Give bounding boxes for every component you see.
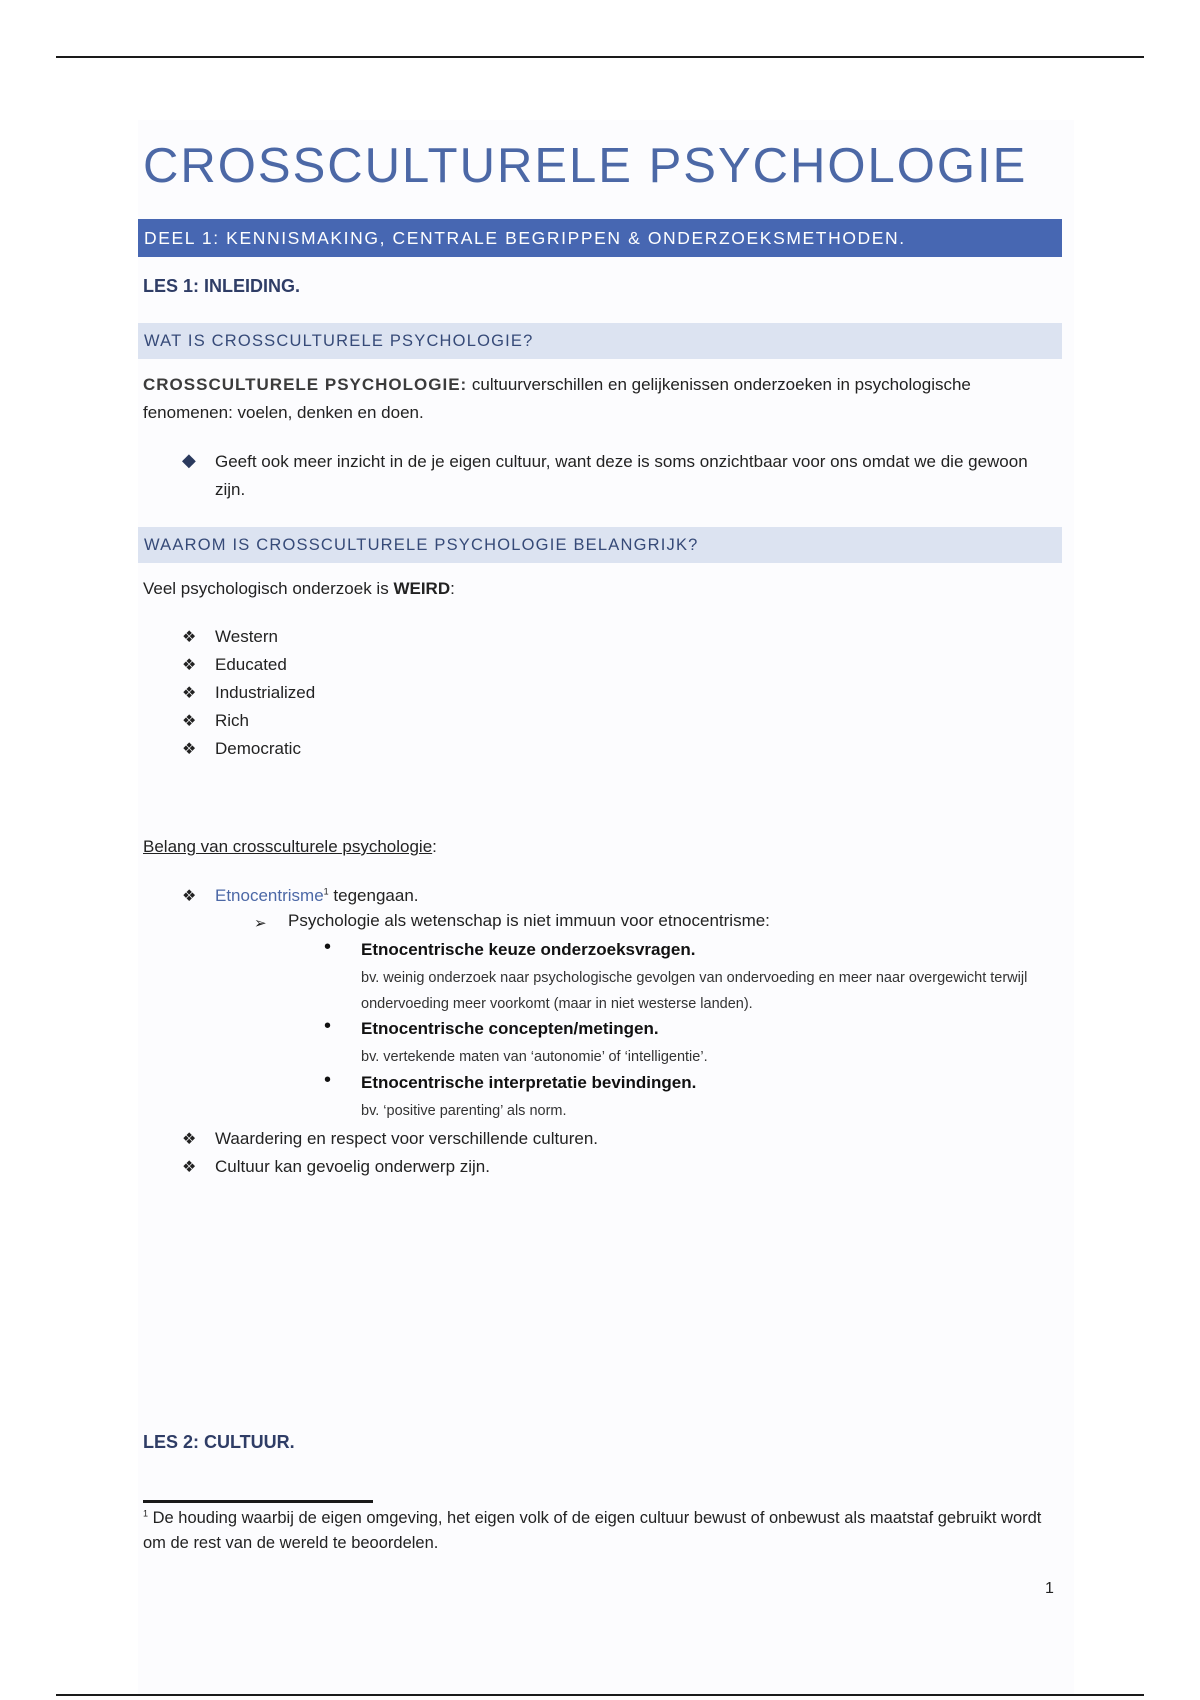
star-bullet-icon: ❖: [182, 888, 197, 905]
etno-item-example: bv. weinig onderzoek naar psychologische gevolgen van ondervoeding en meer naar overgewicht terwijl ondervoeding meer voorkomt (maar in niet westerse landen).: [361, 970, 1028, 1012]
weird-item: Industrialized: [215, 683, 316, 702]
etno-item-title: Etnocentrische concepten/metingen.: [361, 1019, 659, 1038]
weird-item: Democratic: [215, 739, 301, 758]
etno-item-title-text: Etnocentrische concepten/metingen: [361, 1019, 654, 1038]
lesson-1-heading: LES 1: INLEIDING.: [143, 276, 301, 296]
star-bullet-icon: ❖: [182, 741, 197, 758]
etno-item-title-text: Etnocentrische interpretatie bevindingen: [361, 1073, 692, 1092]
definition-term: CROSSCULTURELE PSYCHOLOGIE:: [143, 375, 468, 394]
etno-item-title-text: Etnocentrische keuze onderzoeksvragen: [361, 940, 691, 959]
star-bullet-icon: ❖: [182, 685, 197, 702]
section-1-heading: WAT IS CROSSCULTURELE PSYCHOLOGIE?: [138, 323, 1062, 359]
top-rule: [56, 56, 1144, 58]
importance-item: Waardering en respect voor verschillende culturen.: [215, 1129, 599, 1148]
document-title: CROSSCULTURELE PSYCHOLOGIE: [143, 139, 1028, 193]
weird-acronym: WEIRD: [393, 579, 451, 598]
etno-item-example: bv. ‘positive parenting’ als norm.: [361, 1103, 567, 1119]
etnocentrisme-text: tegengaan.: [328, 886, 419, 905]
lesson-2-heading: LES 2: CULTUUR.: [143, 1432, 295, 1452]
definition-text: cultuurverschillen en gelijkenissen onderzoeken in psychologische fenomenen: voelen, denken en doen.: [143, 375, 971, 422]
footnote-mark: 1: [143, 1508, 149, 1519]
etnocentrisme-link[interactable]: Etnocentrisme: [215, 886, 324, 905]
dot-bullet-icon: •: [324, 936, 332, 958]
footnote-text: De houding waarbij de eigen omgeving, het eigen volk of de eigen cultuur bewust of onbewust als maatstaf gebruikt wordt om de rest van de wereld te beoordelen.: [143, 1509, 1042, 1552]
weird-intro: [143, 575, 1043, 603]
page-number: 1: [1045, 1580, 1054, 1597]
bottom-rule: [56, 1694, 1144, 1696]
star-bullet-icon: ❖: [182, 629, 197, 646]
dot-bullet-icon: •: [324, 1069, 332, 1091]
footnote-separator: [143, 1500, 373, 1503]
dot-bullet-icon: •: [324, 1015, 332, 1037]
section-2-heading: WAAROM IS CROSSCULTURELE PSYCHOLOGIE BELANGRIJK?: [138, 527, 1062, 563]
etno-item-title: Etnocentrische keuze onderzoeksvragen.: [361, 940, 696, 959]
weird-intro-colon: :: [450, 579, 455, 598]
arrow-bullet-icon: ➢: [254, 915, 267, 932]
etno-item-title: Etnocentrische interpretatie bevindingen.: [361, 1073, 697, 1092]
weird-item: Rich: [215, 711, 250, 730]
etno-item-example: bv. vertekende maten van ‘autonomie’ of ‘intelligentie’.: [361, 1049, 708, 1065]
weird-item: Western: [215, 627, 278, 646]
star-bullet-icon: ❖: [182, 657, 197, 674]
belang-heading: [143, 833, 1043, 861]
belang-heading-text: Belang van crossculturele psychologie: [143, 837, 433, 856]
star-bullet-icon: ❖: [182, 713, 197, 730]
weird-intro-text: Veel psychologisch onderzoek is: [143, 579, 394, 598]
weird-item: Educated: [215, 655, 287, 674]
diamond-bullet-icon: ◆: [182, 450, 196, 470]
part-heading: DEEL 1: KENNISMAKING, CENTRALE BEGRIPPEN & ONDERZOEKSMETHODEN.: [138, 219, 1062, 257]
star-bullet-icon: ❖: [182, 1131, 197, 1148]
footnote: [143, 1506, 1043, 1556]
etnocentrisme-item: [215, 882, 1045, 910]
footnote-reference[interactable]: 1: [323, 886, 329, 897]
star-bullet-icon: ❖: [182, 1159, 197, 1176]
belang-heading-colon: :: [432, 837, 437, 856]
insight-bullet-text: Geeft ook meer inzicht in de je eigen cultuur, want deze is soms onzichtbaar voor ons omdat we die gewoon zijn.: [215, 452, 1028, 499]
definition-paragraph: [143, 371, 1043, 427]
sub-point: Psychologie als wetenschap is niet immuun voor etnocentrisme:: [288, 911, 770, 930]
importance-item: Cultuur kan gevoelig onderwerp zijn.: [215, 1157, 490, 1176]
